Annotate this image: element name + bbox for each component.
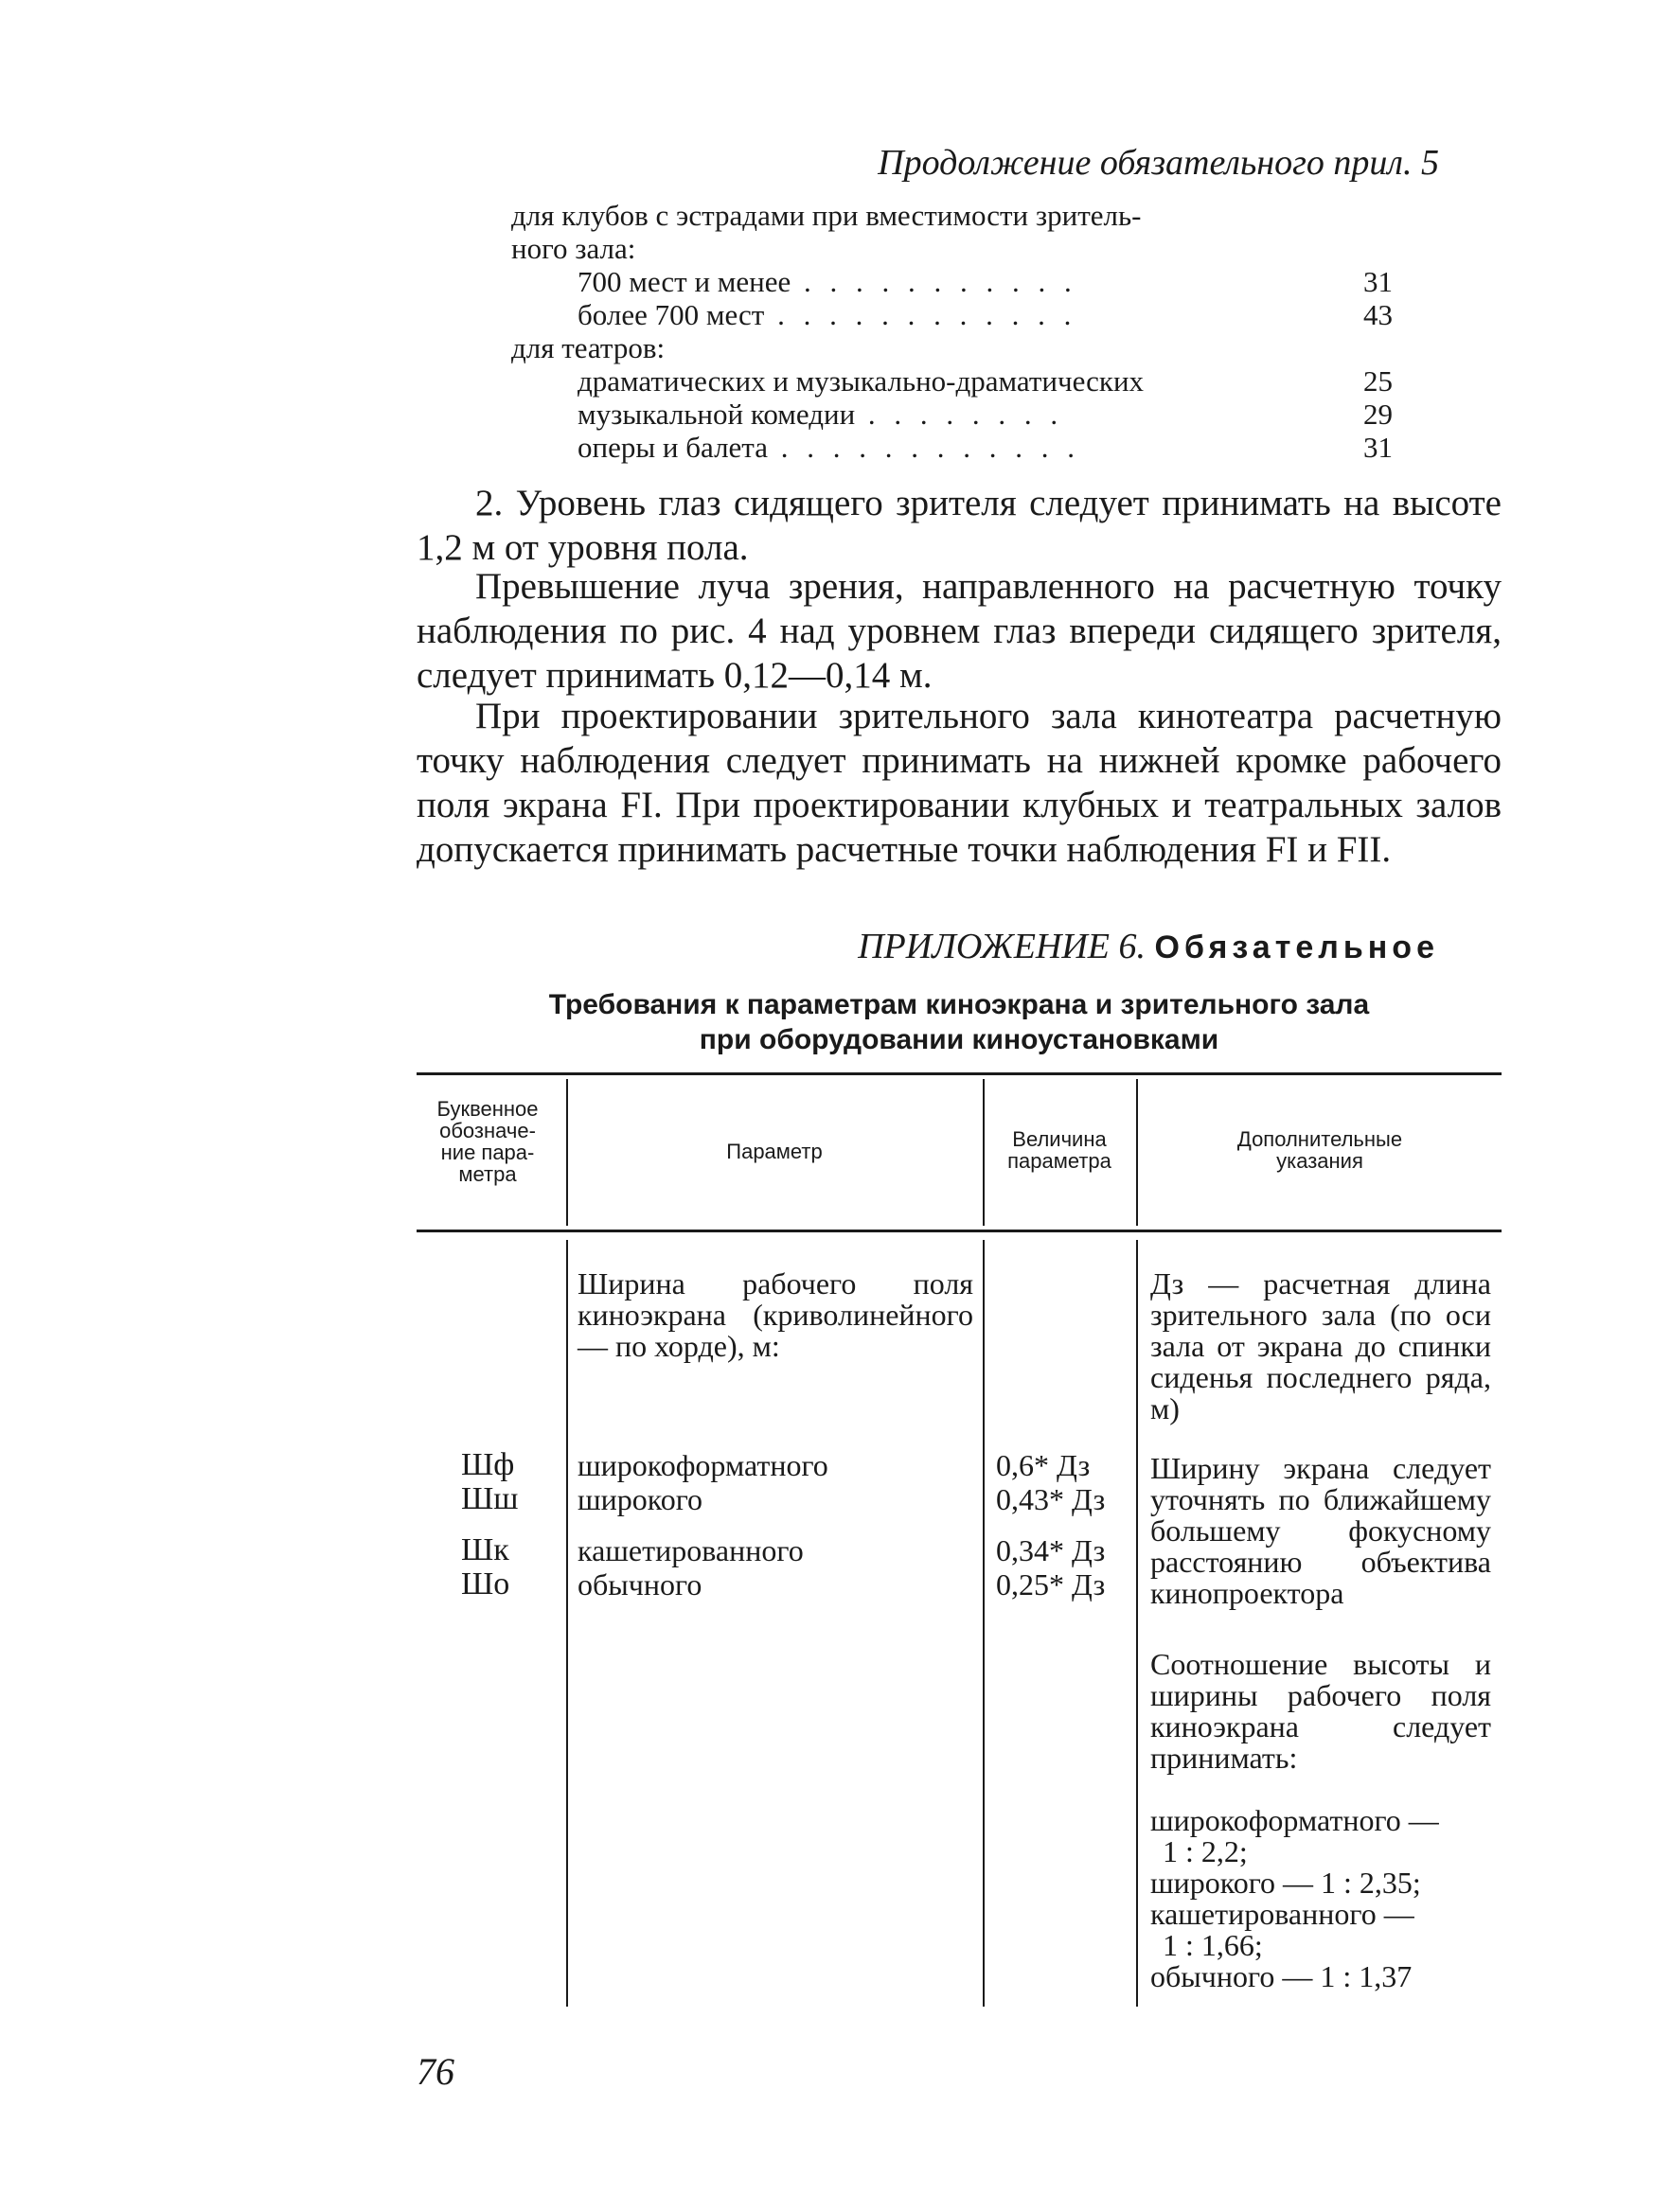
value-cell: 0,6* Дз [996, 1448, 1091, 1482]
appendix-label: ПРИЛОЖЕНИЕ 6. [858, 927, 1147, 966]
list-item-text: драматических и музыкально-драматических [578, 364, 1145, 398]
symbol-cell: Шо [461, 1566, 510, 1601]
column-divider [983, 1240, 985, 2007]
parameter-cell: широкого [578, 1482, 703, 1516]
appendix-status: Обязательное [1154, 929, 1439, 965]
table-top-rule [417, 1072, 1502, 1075]
ratio-line: широкоформатного — [1150, 1803, 1439, 1837]
symbol-cell: Шк [461, 1532, 509, 1567]
list-item-text: ного зала: [511, 232, 636, 265]
header-notes: Дополнительные указания [1236, 1127, 1403, 1173]
value-cell: 0,25* Дз [996, 1567, 1106, 1601]
list-item-value: 29 [1363, 398, 1393, 431]
note-intro: Дз — расчетная длина зрительного зала (по оси зала от экрана до спинки сиденья последнего ряда, м) [1150, 1266, 1491, 1425]
leader-dots: . . . . . . . . . . . . [764, 298, 1077, 331]
parameter-intro: Ширина рабочего поля киноэкрана (криволинейного — по хорде), м: [578, 1266, 973, 1363]
leader-dots: . . . . . . . . . . . . [768, 431, 1080, 464]
list-item [511, 431, 1420, 464]
capacity-list [511, 199, 1420, 464]
running-head: Продолжение обязательного прил. 5 [878, 143, 1439, 183]
symbol-cell: Шш [461, 1481, 519, 1516]
appendix-heading [858, 926, 1439, 967]
paragraph-eye-level: 2. Уровень глаз сидящего зрителя следует принимать на высоте 1,2 м от уровня пола. [417, 483, 1502, 568]
table-header-rule [417, 1230, 1502, 1232]
list-item [511, 265, 1420, 298]
header-value: Величина параметра [1007, 1127, 1111, 1173]
ratio-value: 1 : 2,2; [1163, 1834, 1248, 1868]
header-symbol: Буквенное обозначе- ние пара- метра [436, 1097, 539, 1186]
list-item [511, 398, 1420, 431]
note-aspect-ratio: Соотношение высоты и ширины рабочего поля киноэкрана следует принимать: [1150, 1647, 1491, 1775]
column-divider [1136, 1240, 1138, 2007]
list-item-text: 700 мест и менее [578, 265, 791, 298]
value-cell: 0,43* Дз [996, 1482, 1106, 1516]
column-divider [566, 1240, 568, 2007]
parameter-cell: широкоформатного [578, 1448, 828, 1482]
list-item-value: 31 [1363, 265, 1393, 298]
note-screen-width: Ширину экрана следует уточнять по ближайшему большему фокусному расстоянию объектива кинопроектора [1150, 1451, 1491, 1610]
parameter-cell: кашетированного [578, 1533, 804, 1567]
list-item-text: музыкальной комедии [578, 398, 856, 431]
ratio-value: 1 : 1,66; [1163, 1928, 1263, 1962]
page-number: 76 [417, 2050, 454, 2093]
list-item-value: 25 [1363, 364, 1393, 398]
list-item [511, 298, 1420, 331]
list-item-text: оперы и балета [578, 431, 768, 464]
list-item-value: 43 [1363, 298, 1393, 331]
list-item-text: для театров: [511, 331, 666, 364]
list-item-text: для клубов с эстрадами при вместимости зритель- [511, 199, 1142, 232]
ratio-line: кашетированного — [1150, 1897, 1414, 1931]
list-item [511, 331, 1420, 364]
list-item-text: более 700 мест [578, 298, 765, 331]
list-item-value: 31 [1363, 431, 1393, 464]
list-item [511, 199, 1420, 232]
list-item [511, 232, 1420, 265]
list-item [511, 364, 1420, 398]
parameter-cell: обычного [578, 1567, 702, 1601]
table-title [417, 987, 1502, 1057]
symbol-cell: Шф [461, 1447, 515, 1482]
leader-dots: . . . . . . . . [855, 398, 1064, 431]
table-title-line: при оборудовании киноустановками [699, 1024, 1219, 1055]
value-cell: 0,34* Дз [996, 1533, 1106, 1567]
paragraph-observation-point: При проектировании зрительного зала кинотеатра расчетную точку наблюдения следует принимать на нижней кромке рабочего поля экрана FI. При проектировании клубных и театральных залов допускается принимать расчетные точки наблюдения FI и FII. [417, 696, 1502, 870]
ratio-line: широкого — 1 : 2,35; [1150, 1866, 1421, 1900]
leader-dots: . . . . . . . . . . . [791, 265, 1077, 298]
ratio-line: обычного — 1 : 1,37 [1150, 1959, 1413, 1993]
table-title-line: Требования к параметрам киноэкрана и зрительного зала [548, 989, 1370, 1020]
header-parameter: Параметр [726, 1140, 823, 1163]
paragraph-sight-line: Превышение луча зрения, направленного на расчетную точку наблюдения по рис. 4 над уровнем глаз впереди сидящего зрителя, следует принимать 0,12—0,14 м. [417, 566, 1502, 696]
